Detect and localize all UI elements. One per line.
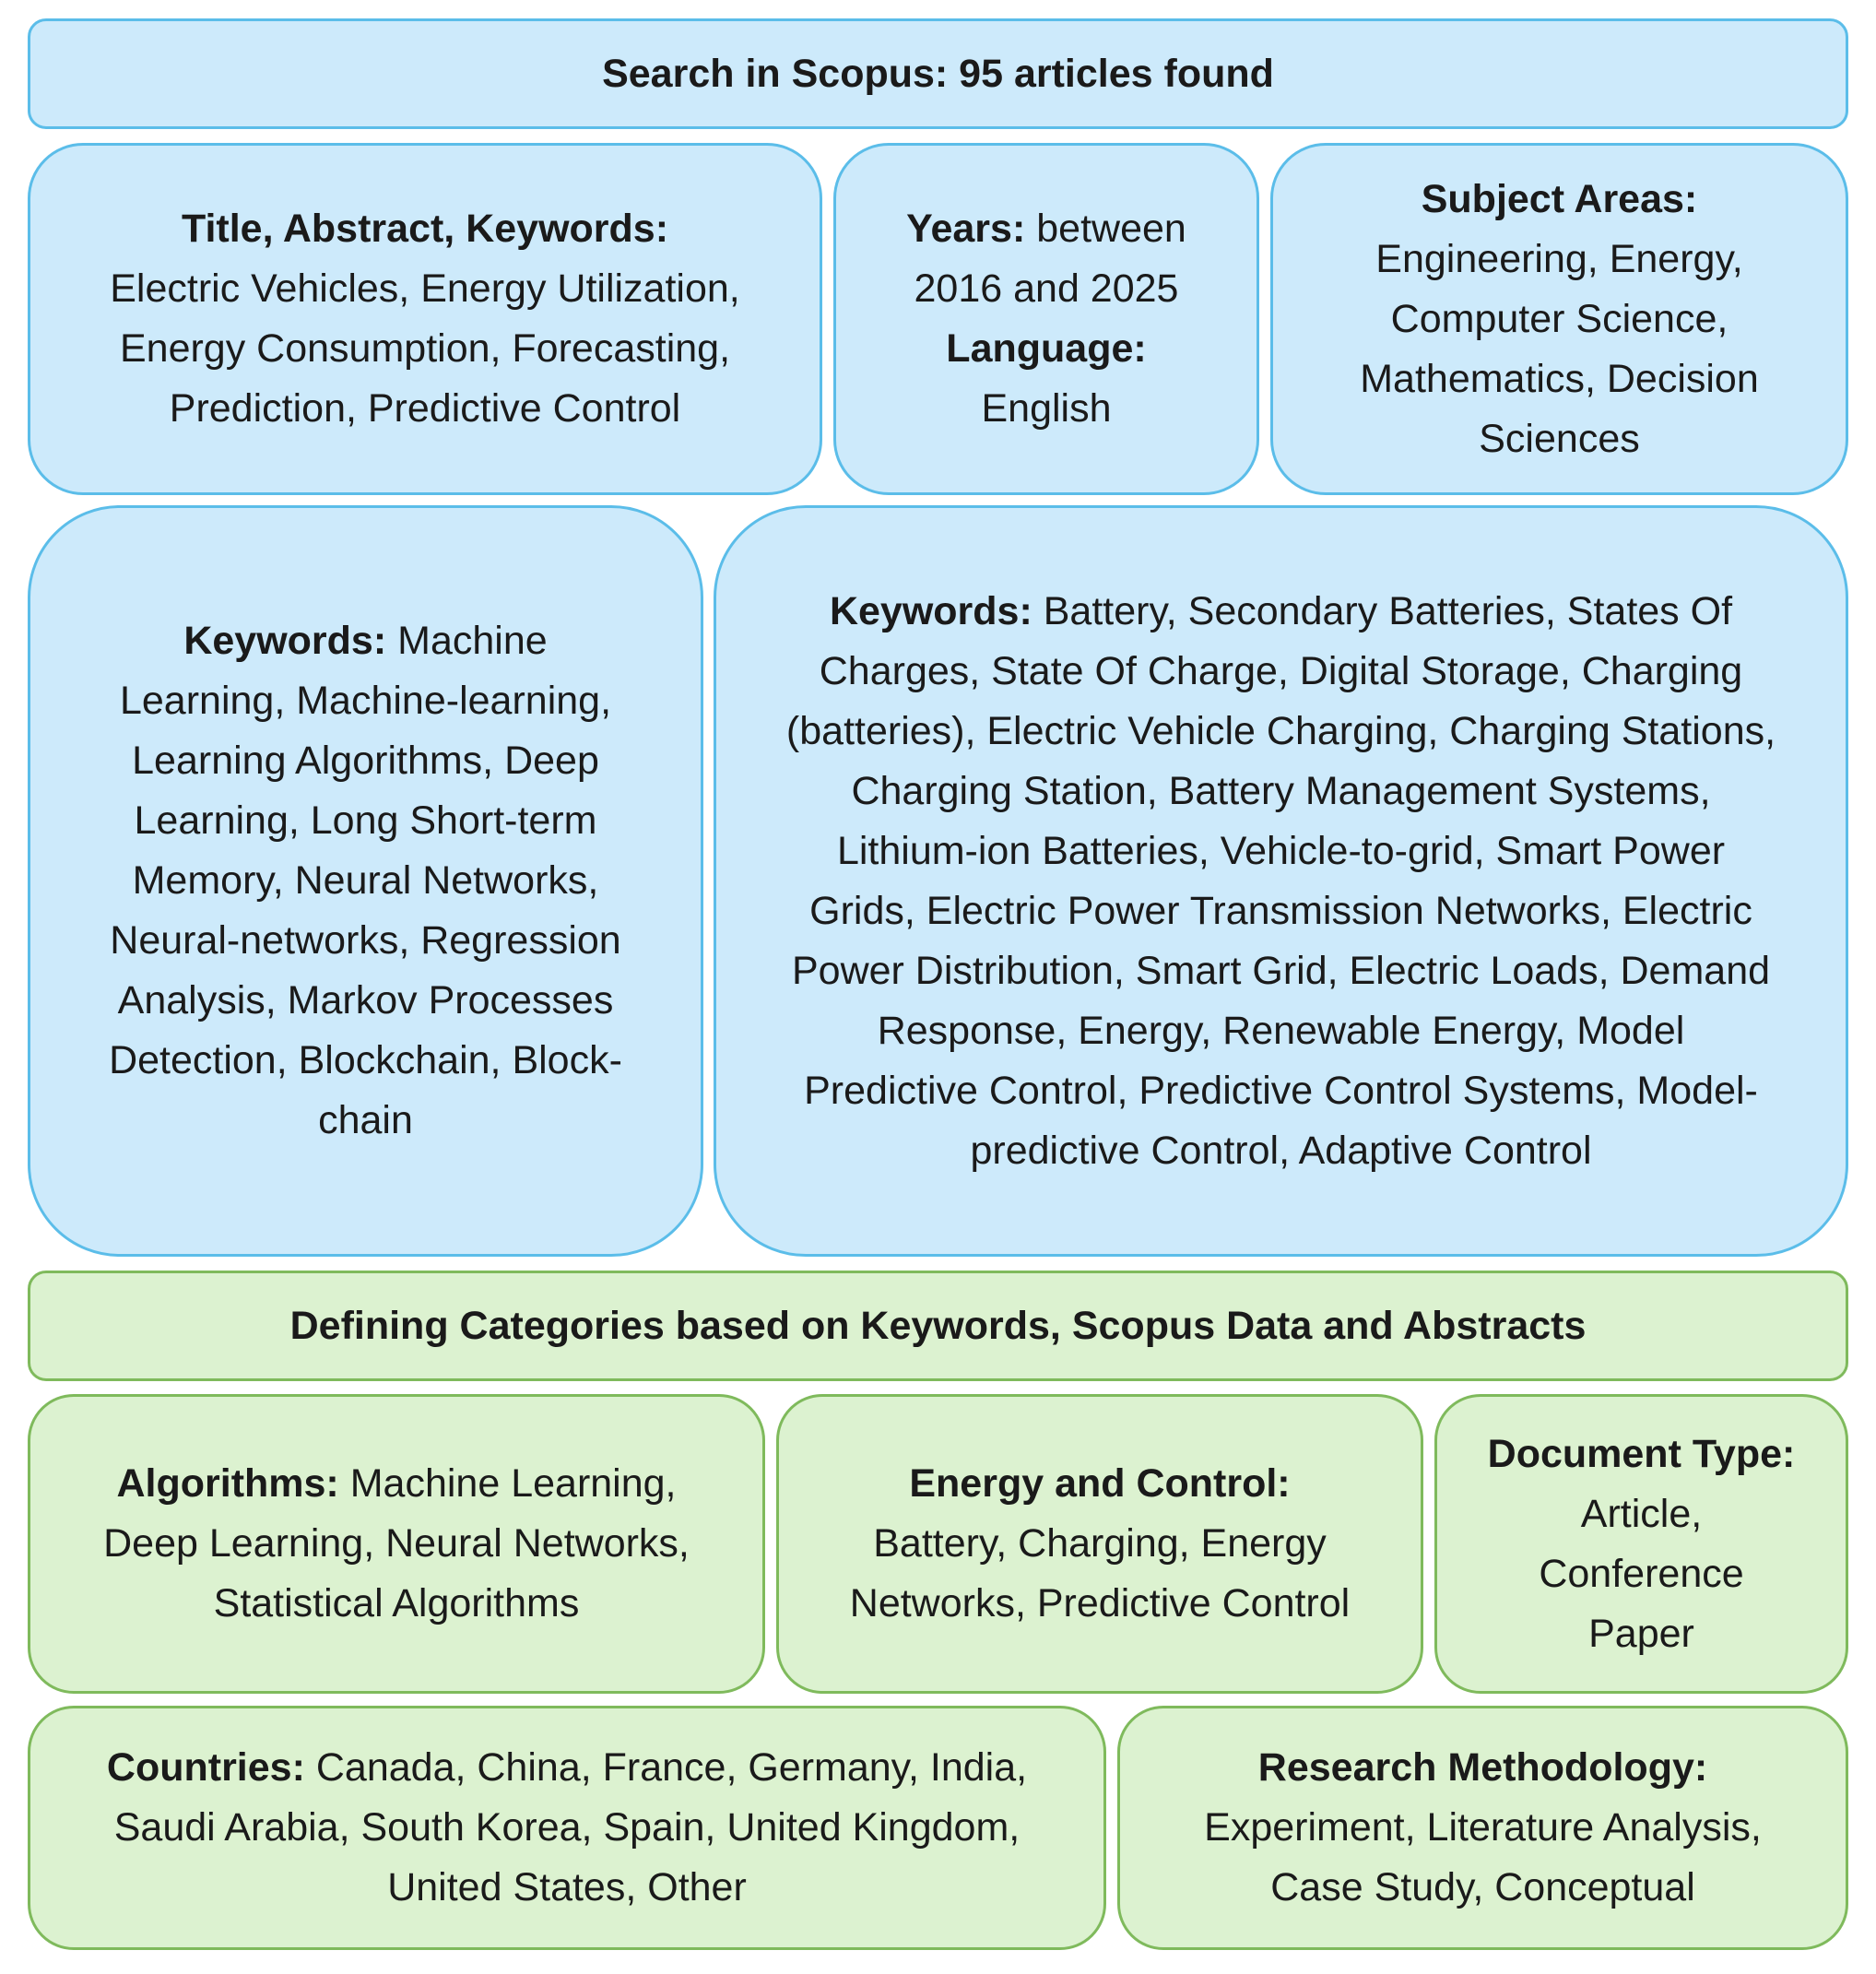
keywords-energy-label: Keywords:	[829, 588, 1032, 633]
methodology-text: Experiment, Literature Analysis, Case Study, Conceptual	[1204, 1805, 1762, 1909]
keywords-ml-label: Keywords:	[183, 619, 387, 663]
categories-header-box	[28, 1271, 1848, 1381]
methodology-box	[1117, 1706, 1848, 1950]
keywords-ml-box	[28, 505, 703, 1257]
algorithms-label: Algorithms:	[116, 1461, 339, 1506]
algorithms-text: Machine Learning, Deep Learning, Neural Networks, Statistical Algorithms	[103, 1461, 690, 1625]
title-abstract-keywords-box	[28, 143, 822, 495]
algorithms-box	[28, 1394, 765, 1694]
countries-text: Canada, China, France, Germany, India, Saudi Arabia, South Korea, Spain, United Kingdom, United States, Other	[113, 1745, 1028, 1909]
subject-areas-label: Subject Areas:	[1421, 176, 1698, 221]
title-abstract-keywords-label: Title, Abstract, Keywords:	[181, 207, 669, 251]
subject-areas-box	[1270, 143, 1848, 495]
keywords-ml-text: Machine Learning, Machine-learning, Learning Algorithms, Deep Learning, Long Short-term Memory, Neural Networks, Neural-networks, Regression Analysis, Markov Processes Detection, Blockchain, Block-chain	[109, 619, 622, 1142]
energy-control-text: Battery, Charging, Energy Networks, Predictive Control	[849, 1521, 1351, 1625]
search-header-box	[28, 18, 1848, 129]
keywords-energy-box	[714, 505, 1848, 1257]
search-header: Search in Scopus: 95 articles found	[602, 51, 1274, 96]
methodology-label: Research Methodology:	[1257, 1745, 1708, 1790]
subject-areas-text: Engineering, Energy, Computer Science, Mathematics, Decision Sciences	[1360, 236, 1759, 461]
keywords-energy-text: Battery, Secondary Batteries, States Of Charges, State Of Charge, Digital Storage, Charging (batteries), Electric Vehicle Charging, Charging Stations, Charging Station, Battery Management Systems, Lithium-ion Batteries, Vehicle-to-grid, Smart Power Grids, Electric Power Transmission Networks, Electric Power Distribution, Smart Grid, Electric Loads, Demand Response, Energy, Renewable Energy, Model Predictive Control, Predictive Control Systems, Model-predictive Control, Adaptive Control	[785, 588, 1776, 1173]
energy-control-box	[776, 1394, 1423, 1694]
document-type-box	[1434, 1394, 1848, 1694]
countries-label: Countries:	[106, 1745, 305, 1790]
document-type-label: Document Type:	[1487, 1431, 1796, 1476]
categories-header: Defining Categories based on Keywords, Scopus Data and Abstracts	[289, 1303, 1587, 1348]
title-abstract-keywords-text: Electric Vehicles, Energy Utilization, Energy Consumption, Forecasting, Prediction, Predictive Control	[110, 266, 740, 431]
energy-control-label: Energy and Control:	[909, 1461, 1291, 1506]
document-type-text: Article, Conference Paper	[1539, 1491, 1744, 1656]
years-text: between 2016 and 2025	[914, 207, 1186, 311]
countries-box	[28, 1706, 1106, 1950]
language-label: Language:	[946, 326, 1147, 371]
years-label: Years:	[906, 207, 1026, 251]
years-language-box	[833, 143, 1259, 495]
language-text: English	[981, 386, 1112, 431]
